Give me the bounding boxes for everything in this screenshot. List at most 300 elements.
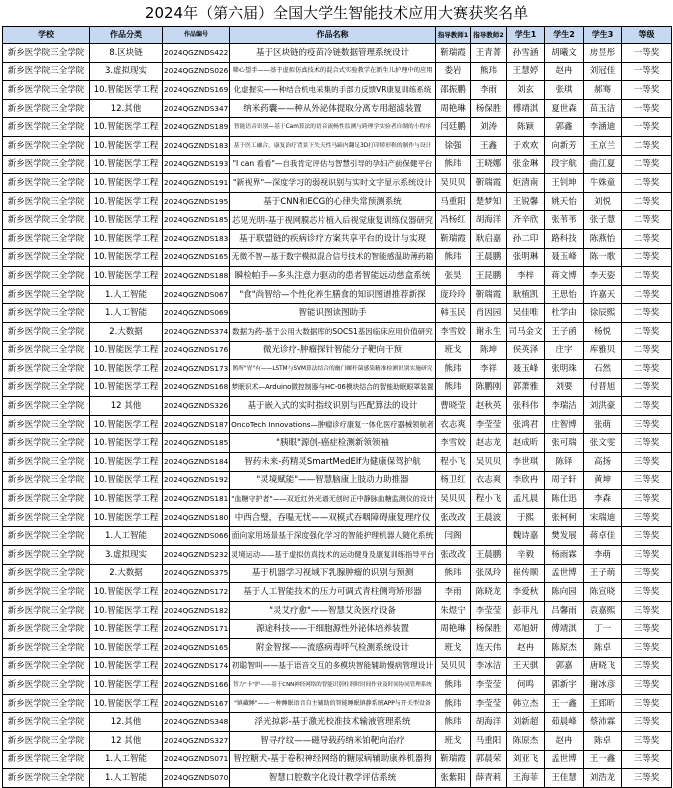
cell-prize: 三等奖 bbox=[622, 750, 672, 769]
cell-prize: 三等奖 bbox=[622, 564, 672, 583]
cell-student-2: 李瑞洁 bbox=[545, 397, 584, 416]
cell-student-3: 郝骞 bbox=[584, 81, 622, 100]
cell-student-2: 张柯柯 bbox=[545, 508, 584, 527]
cell-category: 10.智能医学工程 bbox=[90, 657, 163, 676]
cell-code: 2024QGZNDS185 bbox=[163, 211, 230, 230]
cell-school: 新乡医学院三全学院 bbox=[3, 341, 90, 360]
cell-code: 2024QGZNDS165 bbox=[163, 248, 230, 267]
cell-code: 2024QGZNDS172 bbox=[163, 583, 230, 602]
cell-advisor-1: 韩玉民 bbox=[436, 304, 471, 323]
cell-student-3: 谢冰彦 bbox=[584, 676, 622, 695]
cell-code: 2024QGZNDS192 bbox=[163, 471, 230, 490]
cell-student-3: 李涵迪 bbox=[584, 118, 622, 137]
cell-prize: 二等奖 bbox=[622, 322, 672, 341]
cell-code: 2024QGZNDS374 bbox=[163, 322, 230, 341]
cell-work-name: 筛心望手——基于虚拟仿真技术的混合式实验教学在新生儿护理中的应用 bbox=[230, 62, 436, 81]
cell-advisor-2: 薛青莉 bbox=[471, 769, 507, 788]
table-row bbox=[3, 508, 672, 527]
cell-category: 10.智能医学工程 bbox=[90, 378, 163, 397]
cell-student-2: 陈仕迅 bbox=[545, 490, 584, 509]
cell-student-2: 赵冉 bbox=[545, 731, 584, 750]
cell-advisor-1: 闫廷鹏 bbox=[436, 118, 471, 137]
cell-work-name: 基于医工融合，康复治疗背景下失天性马蹄内翻足3D打印矫形鞋的制作与设计 bbox=[230, 136, 436, 155]
cell-school: 新乡医学院三全学院 bbox=[3, 285, 90, 304]
cell-student-2: 樊发展 bbox=[545, 527, 584, 546]
cell-student-2: 周子轩 bbox=[545, 471, 584, 490]
cell-school: 新乡医学院三全学院 bbox=[3, 434, 90, 453]
table-row bbox=[3, 564, 672, 583]
cell-student-1: 王海菲 bbox=[507, 769, 545, 788]
cell-prize: 二等奖 bbox=[622, 192, 672, 211]
cell-advisor-1: 张昊 bbox=[436, 267, 471, 286]
cell-prize: 二等奖 bbox=[622, 378, 672, 397]
cell-work-name: 源途科技——干细胞源性外泌体培养装置 bbox=[230, 620, 436, 639]
cell-school: 新乡医学院三全学院 bbox=[3, 713, 90, 732]
cell-advisor-1: 班戈 bbox=[436, 639, 471, 658]
cell-student-3: 刘冠佳 bbox=[584, 62, 622, 81]
cell-prize: 二等奖 bbox=[622, 211, 672, 230]
cell-advisor-1: 张紫阳 bbox=[436, 769, 471, 788]
cell-advisor-2: 靳瑞霞 bbox=[471, 174, 507, 193]
table-row bbox=[3, 229, 672, 248]
header-row bbox=[3, 27, 672, 44]
cell-work-name: "灵艾疗愈"——智慧艾灸医疗设备 bbox=[230, 601, 436, 620]
cell-school: 新乡医学院三全学院 bbox=[3, 378, 90, 397]
cell-school: 新乡医学院三全学院 bbox=[3, 192, 90, 211]
table-row bbox=[3, 434, 672, 453]
cell-student-2: 姚天怡 bbox=[545, 192, 584, 211]
cell-advisor-2: 李冰洁 bbox=[471, 657, 507, 676]
table-row bbox=[3, 639, 672, 658]
cell-student-2: 吕馨雨 bbox=[545, 601, 584, 620]
cell-student-1: 陈颖 bbox=[507, 118, 545, 137]
cell-prize: 一等奖 bbox=[622, 62, 672, 81]
cell-work-name: 智力"卡"护——基于CNN神经网络的智能识别柱剂时时间作业及时间协同管理系统 bbox=[230, 676, 436, 695]
table-row bbox=[3, 415, 672, 434]
cell-prize: 二等奖 bbox=[622, 267, 672, 286]
cell-school: 新乡医学院三全学院 bbox=[3, 657, 90, 676]
cell-school: 新乡医学院三全学院 bbox=[3, 583, 90, 602]
cell-advisor-2: 王昆鹏 bbox=[471, 267, 507, 286]
cell-school: 新乡医学院三全学院 bbox=[3, 304, 90, 323]
cell-advisor-1: 熊玮 bbox=[436, 248, 471, 267]
cell-work-name: 智控糖犬-基于卷积神经网络的糖尿病辅助康养机器狗 bbox=[230, 750, 436, 769]
cell-advisor-1: 杨卫红 bbox=[436, 471, 471, 490]
cell-student-1: 李梓 bbox=[507, 267, 545, 286]
cell-work-name: "食"尚智给—个性化养生膳食的知识图谱推荐新探 bbox=[230, 285, 436, 304]
cell-student-2: 蒋文博 bbox=[545, 267, 584, 286]
cell-work-name: 基于CNN和ECG的心律失常预测系统 bbox=[230, 192, 436, 211]
table-row bbox=[3, 397, 672, 416]
cell-student-3: 陈卓 bbox=[584, 639, 622, 658]
cell-work-name: 无微不智—基于数字模拟混合信号技术的智能感温助薄药箱 bbox=[230, 248, 436, 267]
cell-school: 新乡医学院三全学院 bbox=[3, 639, 90, 658]
cell-advisor-2: 连天伟 bbox=[471, 639, 507, 658]
cell-advisor-2: 李雨 bbox=[471, 81, 507, 100]
table-row bbox=[3, 546, 672, 565]
cell-student-3: 陈卓 bbox=[584, 731, 622, 750]
cell-prize: 二等奖 bbox=[622, 360, 672, 379]
cell-category: 3.虚拟现实 bbox=[90, 546, 163, 565]
cell-advisor-2: 王晓娜 bbox=[471, 155, 507, 174]
cell-prize: 三等奖 bbox=[622, 527, 672, 546]
cell-code: 2024QGZNDS375 bbox=[163, 564, 230, 583]
table-row bbox=[3, 360, 672, 379]
cell-work-name: 基于机器学习视域下乳腺肿瘤的识别与预测 bbox=[230, 564, 436, 583]
table-row bbox=[3, 267, 672, 286]
cell-student-1: 张科伟 bbox=[507, 397, 545, 416]
table-row bbox=[3, 731, 672, 750]
cell-code: 2024QGZNDS069 bbox=[163, 304, 230, 323]
cell-student-2: 胡曦文 bbox=[545, 44, 584, 63]
cell-code: 2024QGZNDS195 bbox=[163, 192, 230, 211]
cell-advisor-2: 肖因园 bbox=[471, 304, 507, 323]
cell-work-name: "新视界"—深度学习的弱视识别与实时文字显示系统设计 bbox=[230, 174, 436, 193]
cell-student-1: 何鸣 bbox=[507, 676, 545, 695]
table-body bbox=[3, 44, 672, 788]
cell-advisor-2: 马重阳 bbox=[471, 731, 507, 750]
cell-student-2: 王一鑫 bbox=[545, 694, 584, 713]
table-row bbox=[3, 99, 672, 118]
cell-advisor-2: 陈鹏刚 bbox=[471, 378, 507, 397]
cell-advisor-1: 靳瑞霞 bbox=[436, 750, 471, 769]
cell-advisor-2: 杨保胜 bbox=[471, 99, 507, 118]
table-row bbox=[3, 620, 672, 639]
cell-school: 新乡医学院三全学院 bbox=[3, 676, 90, 695]
cell-category: 2.大数据 bbox=[90, 322, 163, 341]
cell-code: 2024QGZNDS184 bbox=[163, 453, 230, 472]
table-row bbox=[3, 490, 672, 509]
cell-advisor-1: 熊玮 bbox=[436, 713, 471, 732]
cell-student-1: 赵冉 bbox=[507, 639, 545, 658]
cell-advisor-1: 李雨 bbox=[436, 583, 471, 602]
cell-student-1: 王慧婷 bbox=[507, 62, 545, 81]
cell-student-3: 蒋卓佳 bbox=[584, 527, 622, 546]
cell-advisor-1: 吴贝贝 bbox=[436, 174, 471, 193]
cell-prize: 三等奖 bbox=[622, 415, 672, 434]
cell-student-3: 李天姿 bbox=[584, 267, 622, 286]
cell-school: 新乡医学院三全学院 bbox=[3, 750, 90, 769]
cell-prize: 一等奖 bbox=[622, 44, 672, 63]
table-row bbox=[3, 694, 672, 713]
cell-code: 2024QGZNDS326 bbox=[163, 397, 230, 416]
cell-student-2: 王思怡 bbox=[545, 285, 584, 304]
cell-student-3: 陈燕怡 bbox=[584, 229, 622, 248]
cell-prize: 一等奖 bbox=[622, 99, 672, 118]
cell-advisor-1: 吴贝贝 bbox=[436, 490, 471, 509]
cell-category: 10.智能医学工程 bbox=[90, 676, 163, 695]
cell-student-1: 崔传顺 bbox=[507, 564, 545, 583]
cell-student-2: 孟世博 bbox=[545, 750, 584, 769]
cell-advisor-2: 谢永生 bbox=[471, 322, 507, 341]
cell-student-3: 唐晓飞 bbox=[584, 657, 622, 676]
cell-student-3: 张文雯 bbox=[584, 434, 622, 453]
cell-category: 1.人工智能 bbox=[90, 285, 163, 304]
cell-advisor-2: 杨保胜 bbox=[471, 620, 507, 639]
cell-student-1: 魏诗嘉 bbox=[507, 527, 545, 546]
table-row bbox=[3, 304, 672, 323]
table-row bbox=[3, 657, 672, 676]
cell-category: 8.区块链 bbox=[90, 44, 163, 63]
cell-student-1: 李世琪 bbox=[507, 453, 545, 472]
cell-advisor-2: 熊玮 bbox=[471, 62, 507, 81]
cell-category: 10.智能医学工程 bbox=[90, 583, 163, 602]
cell-code: 2024QGZNDS026 bbox=[163, 62, 230, 81]
cell-advisor-2 bbox=[471, 527, 507, 546]
cell-advisor-1: 靳瑞霞 bbox=[436, 229, 471, 248]
cell-student-3: 苗玉洁 bbox=[584, 99, 622, 118]
cell-student-2: 郭鑫 bbox=[545, 118, 584, 137]
cell-student-1: 孟凡晨 bbox=[507, 490, 545, 509]
cell-advisor-2: 靳瑞霞 bbox=[471, 285, 507, 304]
cell-prize: 三等奖 bbox=[622, 694, 672, 713]
cell-school: 新乡医学院三全学院 bbox=[3, 471, 90, 490]
cell-code: 2024QGZNDS174 bbox=[163, 657, 230, 676]
document-title: 2024年（第六届）全国大学生智能技术应用大赛获奖名单 bbox=[144, 4, 529, 22]
cell-school: 新乡医学院三全学院 bbox=[3, 490, 90, 509]
cell-advisor-1: 周艳琳 bbox=[436, 99, 471, 118]
cell-school: 新乡医学院三全学院 bbox=[3, 769, 90, 788]
cell-category: 10.智能医学工程 bbox=[90, 620, 163, 639]
cell-student-3: 牛姝童 bbox=[584, 174, 622, 193]
cell-prize: 三等奖 bbox=[622, 601, 672, 620]
cell-school: 新乡医学院三全学院 bbox=[3, 527, 90, 546]
cell-student-2: 庄宇 bbox=[545, 341, 584, 360]
cell-advisor-1: 庞玲玲 bbox=[436, 285, 471, 304]
cell-code: 2024QGZNDS347 bbox=[163, 99, 230, 118]
cell-student-2: 陈铎 bbox=[545, 453, 584, 472]
cell-work-name: "灵境赋能"——智慧脑康上肢动力助推器 bbox=[230, 471, 436, 490]
cell-advisor-2: 李莹莹 bbox=[471, 601, 507, 620]
cell-student-1: 刘新超 bbox=[507, 713, 545, 732]
cell-category: 10.智能医学工程 bbox=[90, 341, 163, 360]
cell-school: 新乡医学院三全学院 bbox=[3, 211, 90, 230]
cell-school: 新乡医学院三全学院 bbox=[3, 155, 90, 174]
cell-prize: 二等奖 bbox=[622, 136, 672, 155]
cell-student-2: 张可瑞 bbox=[545, 434, 584, 453]
cell-school: 新乡医学院三全学院 bbox=[3, 415, 90, 434]
cell-category: 1.人工智能 bbox=[90, 304, 163, 323]
cell-advisor-2: 王晨波 bbox=[471, 508, 507, 527]
header-prize: 等级 bbox=[622, 27, 672, 44]
cell-prize: 三等奖 bbox=[622, 731, 672, 750]
cell-advisor-2: 李莹莹 bbox=[471, 415, 507, 434]
cell-work-name: 化虚握实——种结合机电采集的手部力反馈VR康复训练系统 bbox=[230, 81, 436, 100]
cell-prize: 二等奖 bbox=[622, 304, 672, 323]
cell-code: 2024QGZNDS169 bbox=[163, 81, 230, 100]
cell-prize: 三等奖 bbox=[622, 583, 672, 602]
cell-category: 10.智能医学工程 bbox=[90, 415, 163, 434]
cell-category: 1.人工智能 bbox=[90, 750, 163, 769]
cell-code: 2024QGZNDS182 bbox=[163, 601, 230, 620]
cell-student-3: 王一鑫 bbox=[584, 750, 622, 769]
cell-advisor-1: 李雪姣 bbox=[436, 434, 471, 453]
cell-student-1: 王天骐 bbox=[507, 657, 545, 676]
cell-advisor-1: 熊玮 bbox=[436, 155, 471, 174]
cell-advisor-2: 郭晨荣 bbox=[471, 750, 507, 769]
cell-student-1: 侯英泽 bbox=[507, 341, 545, 360]
cell-school: 新乡医学院三全学院 bbox=[3, 136, 90, 155]
cell-advisor-1: 班戈 bbox=[436, 731, 471, 750]
cell-work-name: 智寻疗纹——磁导载药纳米铂靶向治疗 bbox=[230, 731, 436, 750]
cell-code: 2024QGZNDS176 bbox=[163, 341, 230, 360]
cell-student-3: 付晋旭 bbox=[584, 378, 622, 397]
cell-code: 2024QGZNDS193 bbox=[163, 155, 230, 174]
cell-code: 2024QGZNDS067 bbox=[163, 285, 230, 304]
cell-student-2: 陈原杰 bbox=[545, 639, 584, 658]
cell-school: 新乡医学院三全学院 bbox=[3, 229, 90, 248]
cell-code: 2024QGZNDS167 bbox=[163, 694, 230, 713]
cell-advisor-2: 耿启嘉 bbox=[471, 229, 507, 248]
cell-prize: 一等奖 bbox=[622, 81, 672, 100]
table-row bbox=[3, 44, 672, 63]
cell-student-3: 王京兰 bbox=[584, 136, 622, 155]
cell-advisor-2: 王晨鹏 bbox=[471, 546, 507, 565]
cell-student-3: 黄坤 bbox=[584, 471, 622, 490]
table-row bbox=[3, 155, 672, 174]
table-row bbox=[3, 341, 672, 360]
cell-category: 10.智能医学工程 bbox=[90, 490, 163, 509]
table-row bbox=[3, 583, 672, 602]
cell-student-1: 聂玉峰 bbox=[507, 360, 545, 379]
cell-category: 2.大数据 bbox=[90, 564, 163, 583]
cell-student-2: 孟世博 bbox=[545, 564, 584, 583]
table-row bbox=[3, 118, 672, 137]
cell-student-1: 王锐馨 bbox=[507, 192, 545, 211]
cell-category: 10.智能医学工程 bbox=[90, 118, 163, 137]
cell-student-1: 韩立杰 bbox=[507, 694, 545, 713]
cell-school: 新乡医学院三全学院 bbox=[3, 694, 90, 713]
cell-student-2: 向新芳 bbox=[545, 136, 584, 155]
cell-code: 2024QGZNDS171 bbox=[163, 620, 230, 639]
cell-code: 2024QGZNDS070 bbox=[163, 769, 230, 788]
cell-code: 2024QGZNDS066 bbox=[163, 527, 230, 546]
cell-work-name: 微光诊疗-肿瘤探针智能分子靶向干预 bbox=[230, 341, 436, 360]
cell-category: 10.智能医学工程 bbox=[90, 694, 163, 713]
cell-code: 2024QGZNDS183 bbox=[163, 136, 230, 155]
cell-student-3: 宋瑞迪 bbox=[584, 508, 622, 527]
cell-advisor-2: 王晨鹏 bbox=[471, 248, 507, 267]
cell-prize: 二等奖 bbox=[622, 397, 672, 416]
cell-student-2: 茹晨峰 bbox=[545, 713, 584, 732]
cell-advisor-2: 刘涛 bbox=[471, 118, 507, 137]
cell-student-3: 丁一 bbox=[584, 620, 622, 639]
cell-code: 2024QGZNDS188 bbox=[163, 267, 230, 286]
cell-advisor-1: 李雪姣 bbox=[436, 322, 471, 341]
cell-code: 2024QGZNDS173 bbox=[163, 360, 230, 379]
cell-advisor-1: 曹晓莹 bbox=[436, 397, 471, 416]
cell-advisor-1: 熊玮 bbox=[436, 360, 471, 379]
header-category: 作品分类 bbox=[90, 27, 163, 44]
table-row bbox=[3, 192, 672, 211]
cell-advisor-2: 李莹莹 bbox=[471, 694, 507, 713]
cell-student-2: 段宇航 bbox=[545, 155, 584, 174]
cell-category: 12 其他 bbox=[90, 731, 163, 750]
cell-advisor-2: 吴贝贝 bbox=[471, 453, 507, 472]
cell-advisor-1: 周艳琳 bbox=[436, 620, 471, 639]
cell-school: 新乡医学院三全学院 bbox=[3, 44, 90, 63]
cell-student-3: 房昱彤 bbox=[584, 44, 622, 63]
cell-school: 新乡医学院三全学院 bbox=[3, 360, 90, 379]
cell-student-1: 李欣冉 bbox=[507, 471, 545, 490]
cell-advisor-2: 衣志爽 bbox=[471, 471, 507, 490]
table-row bbox=[3, 322, 672, 341]
cell-student-2: 庄智博 bbox=[545, 415, 584, 434]
cell-student-2: 张琪 bbox=[545, 81, 584, 100]
cell-advisor-2: 胡海洋 bbox=[471, 713, 507, 732]
cell-student-3: 陈宣晓 bbox=[584, 583, 622, 602]
table-row bbox=[3, 378, 672, 397]
cell-advisor-1: 马重阳 bbox=[436, 192, 471, 211]
cell-work-name: 智慧口腔数字化设计教学评估系统 bbox=[230, 769, 436, 788]
table-row bbox=[3, 471, 672, 490]
cell-advisor-2: 张凤玲 bbox=[471, 564, 507, 583]
cell-category: 10.智能医学工程 bbox=[90, 267, 163, 286]
table-row bbox=[3, 62, 672, 81]
cell-prize: 二等奖 bbox=[622, 248, 672, 267]
cell-category: 1.人工智能 bbox=[90, 769, 163, 788]
cell-work-name: 基于人工智能技术的压力可调式青柱侧弯矫形器 bbox=[230, 583, 436, 602]
cell-student-3: 袁嘉熙 bbox=[584, 601, 622, 620]
table-row bbox=[3, 527, 672, 546]
cell-code: 2024QGZNDS327 bbox=[163, 731, 230, 750]
cell-student-1: 傅靖淇 bbox=[507, 99, 545, 118]
cell-category: 10.智能医学工程 bbox=[90, 434, 163, 453]
cell-student-2: 傅靖淇 bbox=[545, 620, 584, 639]
cell-advisor-1: 娄岩 bbox=[436, 62, 471, 81]
cell-code: 2024QGZNDS189 bbox=[163, 118, 230, 137]
cell-prize: 二等奖 bbox=[622, 285, 672, 304]
cell-student-1: 赵成昕 bbox=[507, 434, 545, 453]
cell-prize: 三等奖 bbox=[622, 620, 672, 639]
cell-student-1: 李爱秋 bbox=[507, 583, 545, 602]
cell-school: 新乡医学院三全学院 bbox=[3, 546, 90, 565]
cell-work-name: 芯见光明-基于视网膜芯片植入后视觉康复训练仪器研究 bbox=[230, 211, 436, 230]
cell-student-1: 刘玄 bbox=[507, 81, 545, 100]
cell-student-1: 吴佳唯 bbox=[507, 304, 545, 323]
cell-school: 新乡医学院三全学院 bbox=[3, 397, 90, 416]
cell-student-2: 王子函 bbox=[545, 322, 584, 341]
cell-advisor-1: 熊玮 bbox=[436, 694, 471, 713]
cell-student-1: 张金琳 bbox=[507, 155, 545, 174]
cell-category: 10.智能医学工程 bbox=[90, 192, 163, 211]
cell-code: 2024QGZNDS180 bbox=[163, 508, 230, 527]
cell-student-1: 于欢欢 bbox=[507, 136, 545, 155]
cell-work-name: 基于联盟链的疾病诊疗方案共享平台的设计与实现 bbox=[230, 229, 436, 248]
cell-student-1: 邓旭妍 bbox=[507, 620, 545, 639]
cell-work-name: 数据为药-基于公用大数据库的SOCS1基因临床应用价值研究 bbox=[230, 322, 436, 341]
cell-school: 新乡医学院三全学院 bbox=[3, 731, 90, 750]
cell-student-1: 彭菲凡 bbox=[507, 601, 545, 620]
cell-prize: 三等奖 bbox=[622, 676, 672, 695]
cell-category: 10.智能医学工程 bbox=[90, 639, 163, 658]
cell-work-name: 灵境运动——基于虚拟仿真技术的运动健身及康复训练指导平台 bbox=[230, 546, 436, 565]
cell-advisor-1: 徐强 bbox=[436, 136, 471, 155]
cell-category: 10.智能医学工程 bbox=[90, 471, 163, 490]
cell-code: 2024QGZNDS181 bbox=[163, 490, 230, 509]
cell-school: 新乡医学院三全学院 bbox=[3, 267, 90, 286]
table-row bbox=[3, 211, 672, 230]
cell-student-3: 张子慧 bbox=[584, 211, 622, 230]
cell-school: 新乡医学院三全学院 bbox=[3, 118, 90, 137]
cell-work-name: 浮光掠影-基于激光校准技术输液管理系统 bbox=[230, 713, 436, 732]
cell-category: 12.其他 bbox=[90, 713, 163, 732]
cell-student-3: 王子萌 bbox=[584, 564, 622, 583]
cell-code: 2024QGZNDS232 bbox=[163, 546, 230, 565]
cell-school: 新乡医学院三全学院 bbox=[3, 620, 90, 639]
cell-advisor-1: 程小飞 bbox=[436, 453, 471, 472]
table-row bbox=[3, 248, 672, 267]
